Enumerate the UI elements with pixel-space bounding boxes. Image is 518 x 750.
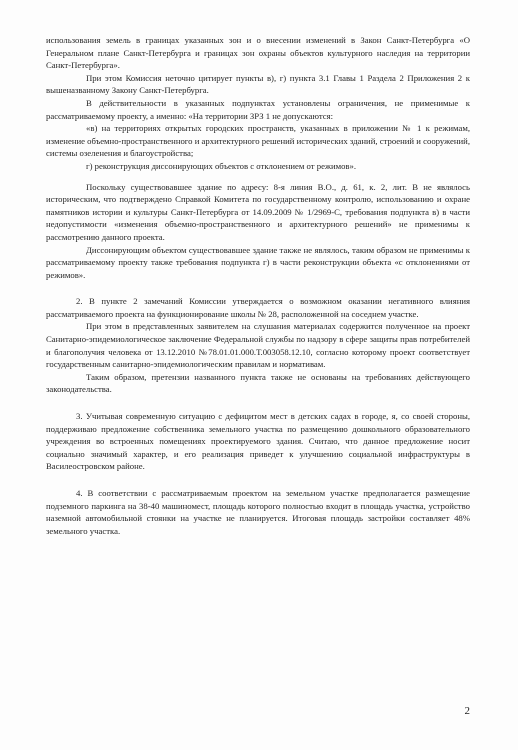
paragraph-point-2: 2. В пункте 2 замечаний Комиссии утверждается о возможном оказании негативного влияния рассматриваемого проекта на функционирование школы № 28, расположенной на соседнем участке. bbox=[46, 296, 470, 319]
spacer bbox=[46, 281, 470, 295]
paragraph-sanitary-conclusion: При этом в представленных заявителем на слушания материалах содержится полученное на проект Санитарно-эпидемиологическое заключение Федеральной службы по надзору в сфере защиты прав потребителей и благополучия человека от 13.12.2010 №78.01.01.000.Т.003058.12.10, согласно которому проект соответствует государственным санитарно-эпидемиологическим правилам и нормативам. bbox=[46, 321, 470, 370]
page-number: 2 bbox=[464, 705, 470, 717]
spacer bbox=[46, 396, 470, 410]
paragraph-clause-g: г) реконструкция диссонирующих объектов с отклонением от режимов». bbox=[86, 160, 357, 171]
document-body bbox=[46, 34, 470, 537]
paragraph-restrictions: В действительности в указанных подпунктах установлены ограничения, не применимые к рассматриваемому проекту, а именно: «На территории ЗРЗ 1 не допускаются: bbox=[46, 97, 470, 121]
spacer bbox=[46, 473, 470, 487]
paragraph-commission-citation: При этом Комиссия неточно цитирует пункты в), г) пункта 3.1 Главы 1 Раздела 2 Приложения 2 к вышеназванному Закону Санкт-Петербурга. bbox=[46, 72, 470, 96]
paragraph-clause-v: «в) на территориях открытых городских пространств, указанных в приложении № 1 к режимам, изменение объемно-пространственного и архитектурного решений исторических зданий, строений и сооружений, системы озеленения и благоустройства; bbox=[46, 123, 470, 159]
paragraph-claims-unfounded: Таким образом, претензии названного пункта также не основаны на требованиях действующего законодательства. bbox=[46, 371, 470, 395]
spacer bbox=[46, 173, 470, 181]
paragraph-point-4: 4. В соответствии с рассматриваемым проектом на земельном участке предполагается размещение подземного паркинга на 38-40 машиномест, площадь которого полностью входит в площадь участка, устройство наземной автомобильной стоянки на участке не планируется. Итоговая площадь застройки составляет 48% земельного участка. bbox=[46, 488, 470, 536]
paragraph-building-status: Поскольку существовавшее здание по адресу: 8-я линия В.О., д. 61, к. 2, лит. В не являлось историческим, что подтверждено Справкой Комитета по государственному контролю, использованию и охране памятников истории и культуры Санкт-Петербурга от 14.09.2009 № 1/2969-С, требования подпункта в) в части недопустимости «изменения объемно-пространственного и архитектурного решений» не применимы к рассмотрению данного проекта. bbox=[46, 181, 470, 242]
paragraph-zoning-law: использования земель в границах указанных зон и о внесении изменений в Закон Санкт-Петербурга «О Генеральном плане Санкт-Петербурга и границах зон охраны объектов культурного наследия на территории Санкт-Петербурга». bbox=[46, 35, 470, 71]
paragraph-dissonant-object: Диссонирующим объектом существовавшее здание также не являлось, таким образом не применимы к рассматриваемому проекту также требования подпункта г) в части реконструкции объекта «с отклонениями от режимов». bbox=[46, 244, 470, 280]
paragraph-point-3: 3. Учитывая современную ситуацию с дефицитом мест в детских садах в городе, я, со своей стороны, поддерживаю предложение собственника земельного участка по размещению дошкольного образовательного учреждения во встроенных помещениях проектируемого здания. Считаю, что данное предложение носит социально значимый характер, и его реализация приведет к улучшению социальной инфраструктуры в Василеостровском районе. bbox=[46, 411, 470, 472]
